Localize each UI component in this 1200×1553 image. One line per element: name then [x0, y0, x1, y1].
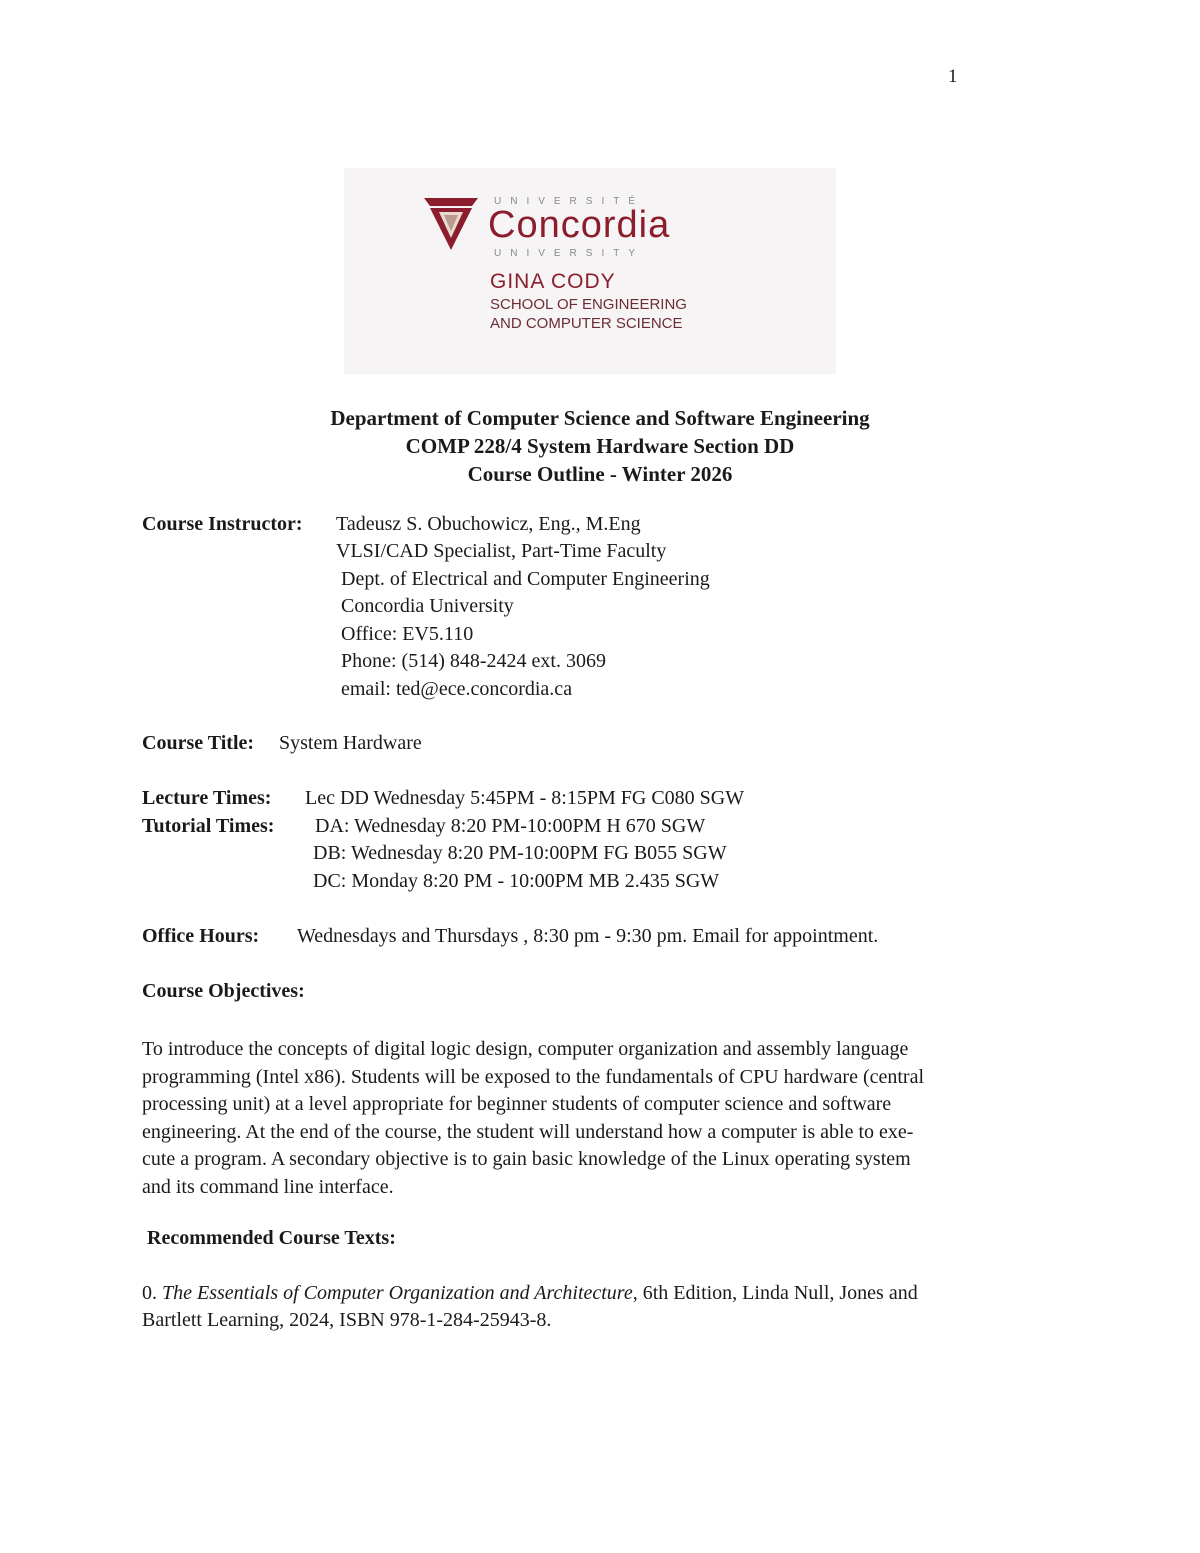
instructor-email[interactable]: email: ted@ece.concordia.ca [341, 678, 573, 700]
text-item-0-line2: Bartlett Learning, 2024, ISBN 978-1-284-25943-8. [142, 1309, 552, 1331]
logo-school-line2: SCHOOL OF ENGINEERING [490, 296, 687, 313]
text-item-0 [142, 1282, 918, 1305]
objectives-line: To introduce the concepts of digital logic design, computer organization and assembly language [142, 1038, 909, 1060]
instructor-office: Office: EV5.110 [341, 623, 474, 645]
logo-gina-cody: GINA CODY [490, 270, 616, 293]
lecture-times-label: Lecture Times: [142, 787, 272, 809]
text-item-prefix: 0. [142, 1282, 162, 1304]
course-title-label: Course Title: [142, 732, 255, 754]
text-item-title: The Essentials of Computer Organization and Architecture [162, 1282, 633, 1304]
objectives-line: and its command line interface. [142, 1175, 394, 1198]
document-header [0, 404, 1200, 488]
office-hours-value: Wednesdays and Thursdays , 8:30 pm - 9:30 pm. Email for appointment. [297, 925, 879, 947]
university-logo [344, 168, 836, 374]
tutorial-dc: DC: Monday 8:20 PM - 10:00PM MB 2.435 SGW [313, 870, 720, 892]
logo-concordia-wordmark: Concordia [488, 204, 671, 246]
objectives-line: programming (Intel x86). Students will be exposed to the fundamentals of CPU hardware (central [142, 1065, 925, 1088]
tutorial-da: DA: Wednesday 8:20 PM-10:00PM H 670 SGW [315, 815, 706, 837]
logo-universite-text: UNIVERSITÉ [494, 196, 645, 207]
texts-heading: Recommended Course Texts: [147, 1227, 396, 1249]
tutorial-db: DB: Wednesday 8:20 PM-10:00PM FG B055 SGW [313, 842, 727, 864]
instructor-phone: Phone: (514) 848-2424 ext. 3069 [341, 650, 606, 672]
department-title: Department of Computer Science and Software Engineering [330, 406, 870, 430]
objectives-line: engineering. At the end of the course, the student will understand how a computer is able to exe- [142, 1120, 914, 1143]
objectives-line: processing unit) at a level appropriate for beginner students of computer science and software [142, 1093, 892, 1115]
instructor-dept: Dept. of Electrical and Computer Engineering [341, 568, 710, 590]
tutorial-times-label: Tutorial Times: [142, 815, 275, 837]
page-number: 1 [948, 66, 958, 87]
text-item-rest: , 6th Edition, Linda Null, Jones and [632, 1282, 918, 1304]
logo-university-text: UNIVERSITY [494, 248, 645, 259]
instructor-label: Course Instructor: [142, 513, 303, 535]
instructor-name: Tadeusz S. Obuchowicz, Eng., M.Eng [336, 513, 641, 535]
course-title-value: System Hardware [279, 732, 422, 754]
objectives-paragraph [142, 1036, 1057, 1201]
objectives-line: cute a program. A secondary objective is to gain basic knowledge of the Linux operating system [142, 1148, 911, 1170]
course-outline-title: Course Outline - Winter 2026 [467, 462, 733, 486]
instructor-university: Concordia University [341, 595, 514, 617]
logo-school-line3: AND COMPUTER SCIENCE [490, 315, 683, 332]
course-code-title: COMP 228/4 System Hardware Section DD [405, 434, 795, 458]
instructor-role: VLSI/CAD Specialist, Part-Time Faculty [336, 540, 667, 562]
objectives-heading: Course Objectives: [142, 980, 305, 1002]
office-hours-label: Office Hours: [142, 925, 260, 947]
concordia-shield-icon [422, 194, 480, 254]
lecture-times-value: Lec DD Wednesday 5:45PM - 8:15PM FG C080 SGW [305, 787, 745, 809]
